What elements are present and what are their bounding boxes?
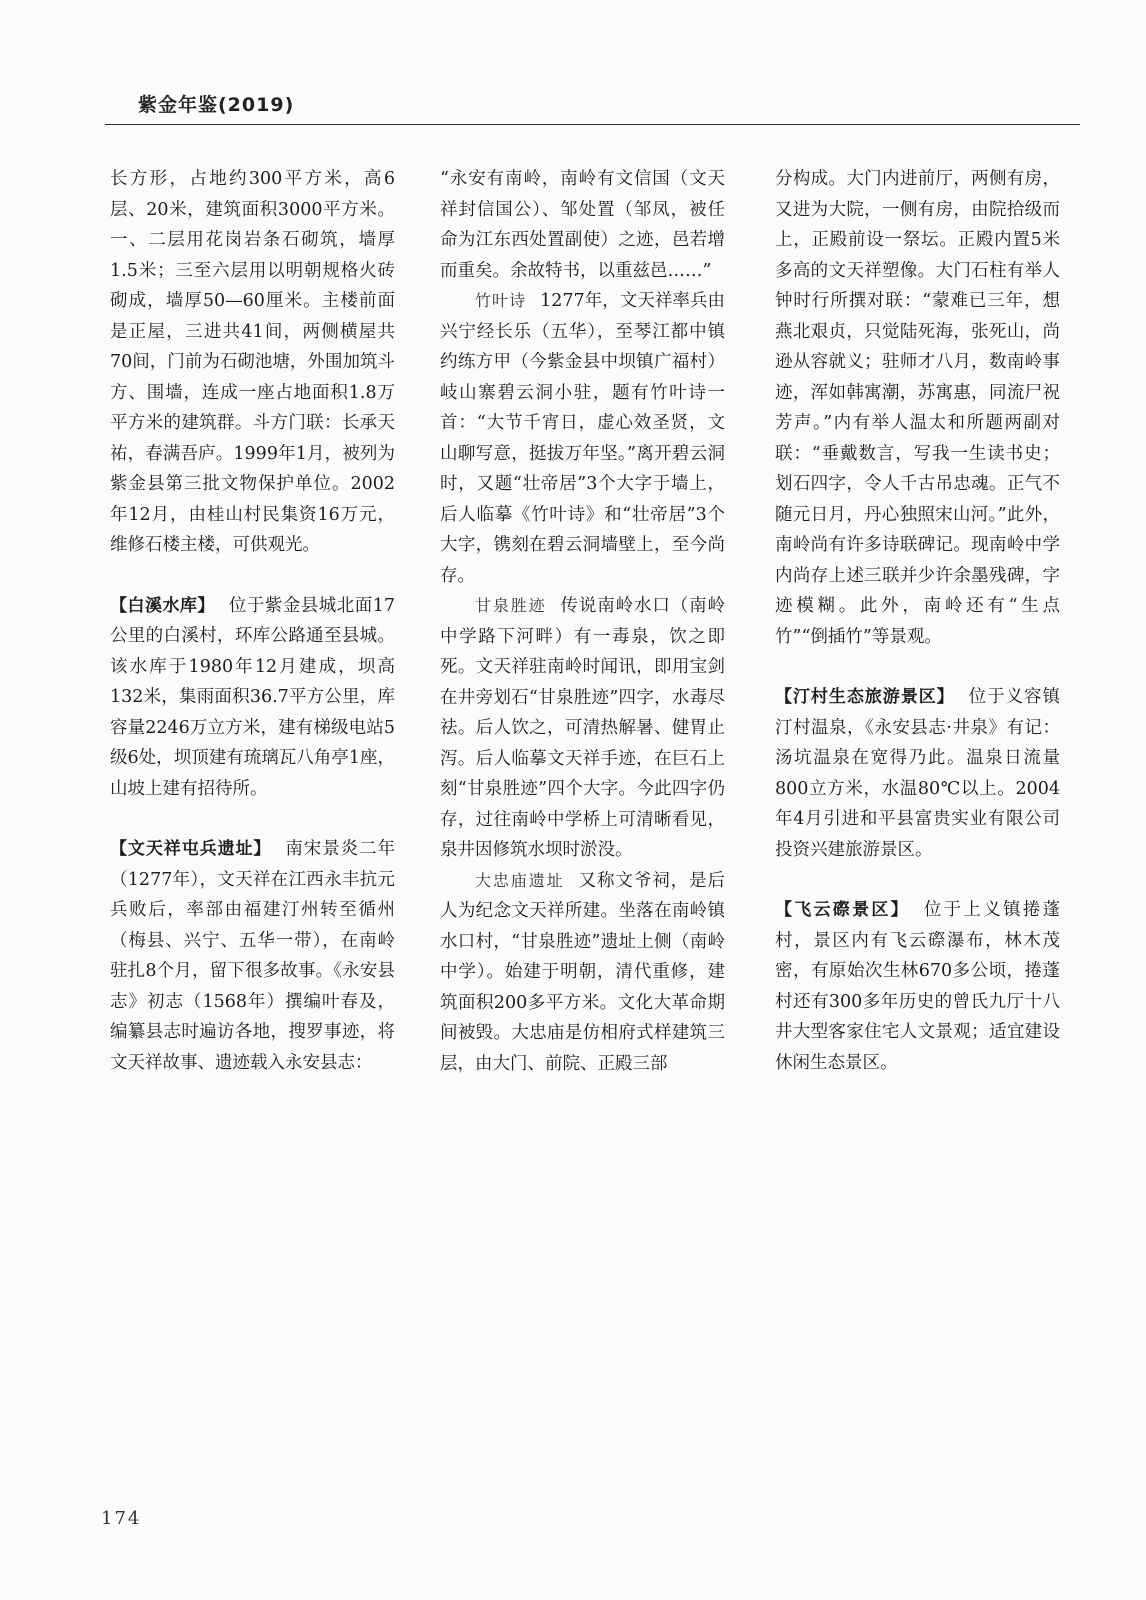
paragraph-feiyun — [775, 895, 1060, 1078]
page-number: 174 — [101, 1508, 142, 1529]
entry-text-wentianxiang: 南宋景炎二年（1277年），文天祥在江西永丰抗元兵败后，率部由福建汀州转至循州（梅县、兴宁、五华一带），在南岭驻扎8个月，留下很多故事。《永安县志》初志（1568年）撰编叶春及，编纂县志时遍访各地，搜罗事迹，将文天祥故事、遗迹载入永安县志： — [110, 839, 396, 1073]
entry-heading-feiyun: 【飞云磜景区】 — [775, 900, 910, 920]
paragraph-tingcun — [775, 682, 1060, 865]
text-column-1 — [110, 164, 395, 1078]
entry-heading-tingcun: 【汀村生态旅游景区】 — [775, 687, 955, 707]
entry-continuation-dazhong — [775, 164, 1060, 652]
paragraph-zhuye — [440, 286, 725, 591]
entry-heading-wentianxiang: 【文天祥屯兵遗址】 — [110, 839, 272, 859]
subheading-dazhong: 大忠庙遗址 — [475, 870, 565, 890]
text-column-2 — [440, 164, 725, 1079]
subtext-dazhong: 又称文爷祠，是后人为纪念文天祥所建。坐落在南岭镇水口村，“甘泉胜迹”遗址上侧（南岭中学）。始建于明朝，清代重修，建筑面积200多平方米。文化大革命期间被毁。大忠庙是仿相府式样建筑三层，由大门、前院、正殿三部 — [440, 870, 725, 1074]
header-rule — [105, 124, 1080, 125]
entry-feiyun — [775, 895, 1060, 1078]
subheading-zhuye: 竹叶诗 — [475, 291, 527, 310]
paragraph-ganquan — [440, 591, 725, 866]
entry-wentianxiang-camp — [110, 834, 395, 1078]
entry-text-feiyun: 位于上义镇捲蓬村，景区内有飞云磜瀑布，林木茂密，有原始次生林670多公顷，捲蓬村还有300多年历史的曾氏九厅十八井大型客家住宅人文景观；适宜建设休闲生态景区。 — [775, 900, 1061, 1073]
text-column-3 — [775, 164, 1060, 1078]
subtext-ganquan: 传说南岭水口（南岭中学路下河畔）有一毒泉，饮之即死。文天祥驻南岭时闻讯，即用宝剑在井旁划石“甘泉胜迹”四字，水毒尽祛。后人饮之，可清热解暑、健胃止泻。后人临摹文天祥手迹，在巨石上刻“甘泉胜迹”四个大字。今此四字仍存，过往南岭中学桥上可清晰看见，泉井因修筑水坝时淤没。 — [440, 596, 725, 860]
entry-baixi-reservoir — [110, 591, 395, 805]
paragraph-continued: 长方形，占地约300平方米，高6层、20米，建筑面积3000平方米。一、二层用花岗岩条石砌筑，墙厚1.5米；三至六层用以明朝规格火砖砌成，墙厚50—60厘米。主楼前面是正屋，三进共41间，两侧横屋共70间，门前为石砌池塘，外围加筑斗方、围墙，连成一座占地面积1.8万平方米的建筑群。斗方门联：长承天祐，春满吾庐。1999年1月，被列为紫金县第三批文物保护单位。2002年12月，由桂山村民集资16万元，维修石楼主楼，可供观光。 — [110, 169, 395, 555]
paragraph-dazhong-continued: 分构成。大门内进前厅，两侧有房，又进为大院，一侧有房，由院拾级而上，正殿前设一祭坛。正殿内置5米多高的文天祥塑像。大门石柱有举人钟时行所撰对联：“蒙难已三年，想燕北艰贞，只觉陆死海，张死山，尚逊从容就义；驻师才八月，数南岭事迹，浑如韩寓潮，苏寓惠，同流尸祝芳声。”内有举人温太和所题两副对联：“垂戴数言，写我一生读书史；划石四字，令人千古吊忠魂。正气不随元日月，丹心独照宋山河。”此外，南岭尚有许多诗联碑记。现南岭中学内尚存上述三联并少许余墨残碑，字迹模糊。此外，南岭还有“生点竹”“倒插竹”等景观。 — [775, 169, 1060, 647]
entry-text-tingcun: 位于义容镇汀村温泉，《永安县志·井泉》有记：汤坑温泉在宽得乃此。温泉日流量800立方米，水温80℃以上。2004年4月引进和平县富贵实业有限公司投资兴建旅游景区。 — [775, 687, 1061, 860]
paragraph-quote-continued: “永安有南岭，南岭有文信国（文天祥封信国公）、邹处置（邹凤，被任命为江东西处置副使）之迹，邑若增而重矣。余故特书，以重兹邑……” — [440, 169, 725, 281]
running-header-title: 紫金年鉴(2019) — [138, 94, 295, 116]
entry-continuation-stone-building — [110, 164, 395, 561]
paragraph-baixi — [110, 591, 395, 805]
entry-text-baixi: 位于紫金县城北面17公里的白溪村，环库公路通至县城。该水库于1980年12月建成，坝高132米，集雨面积36.7平方公里，库容量2246万立方米，建有梯级电站5级6处，坝顶建有琉璃瓦八角亭1座，山坡上建有招待所。 — [110, 595, 395, 799]
paragraph-wentianxiang — [110, 834, 395, 1078]
subtext-zhuye: 1277年，文天祥率兵由兴宁经长乐（五华），至琴江都中镇约练方甲（今紫金县中坝镇广福村）岐山寨碧云洞小驻，题有竹叶诗一首：“大节千宵日，虚心效圣贤，文山聊写意，挺拔万年坚。”离开碧云洞时，又题“壮帝居”3个大字于墙上，后人临摹《竹叶诗》和“壮帝居”3个大字，镌刻在碧云洞墙壁上，至今尚存。 — [440, 291, 725, 586]
entry-tingcun — [775, 682, 1060, 865]
paragraph-dazhong — [440, 866, 725, 1080]
subheading-ganquan: 甘泉胜迹 — [475, 596, 547, 615]
entry-heading-baixi: 【白溪水库】 — [110, 595, 215, 616]
